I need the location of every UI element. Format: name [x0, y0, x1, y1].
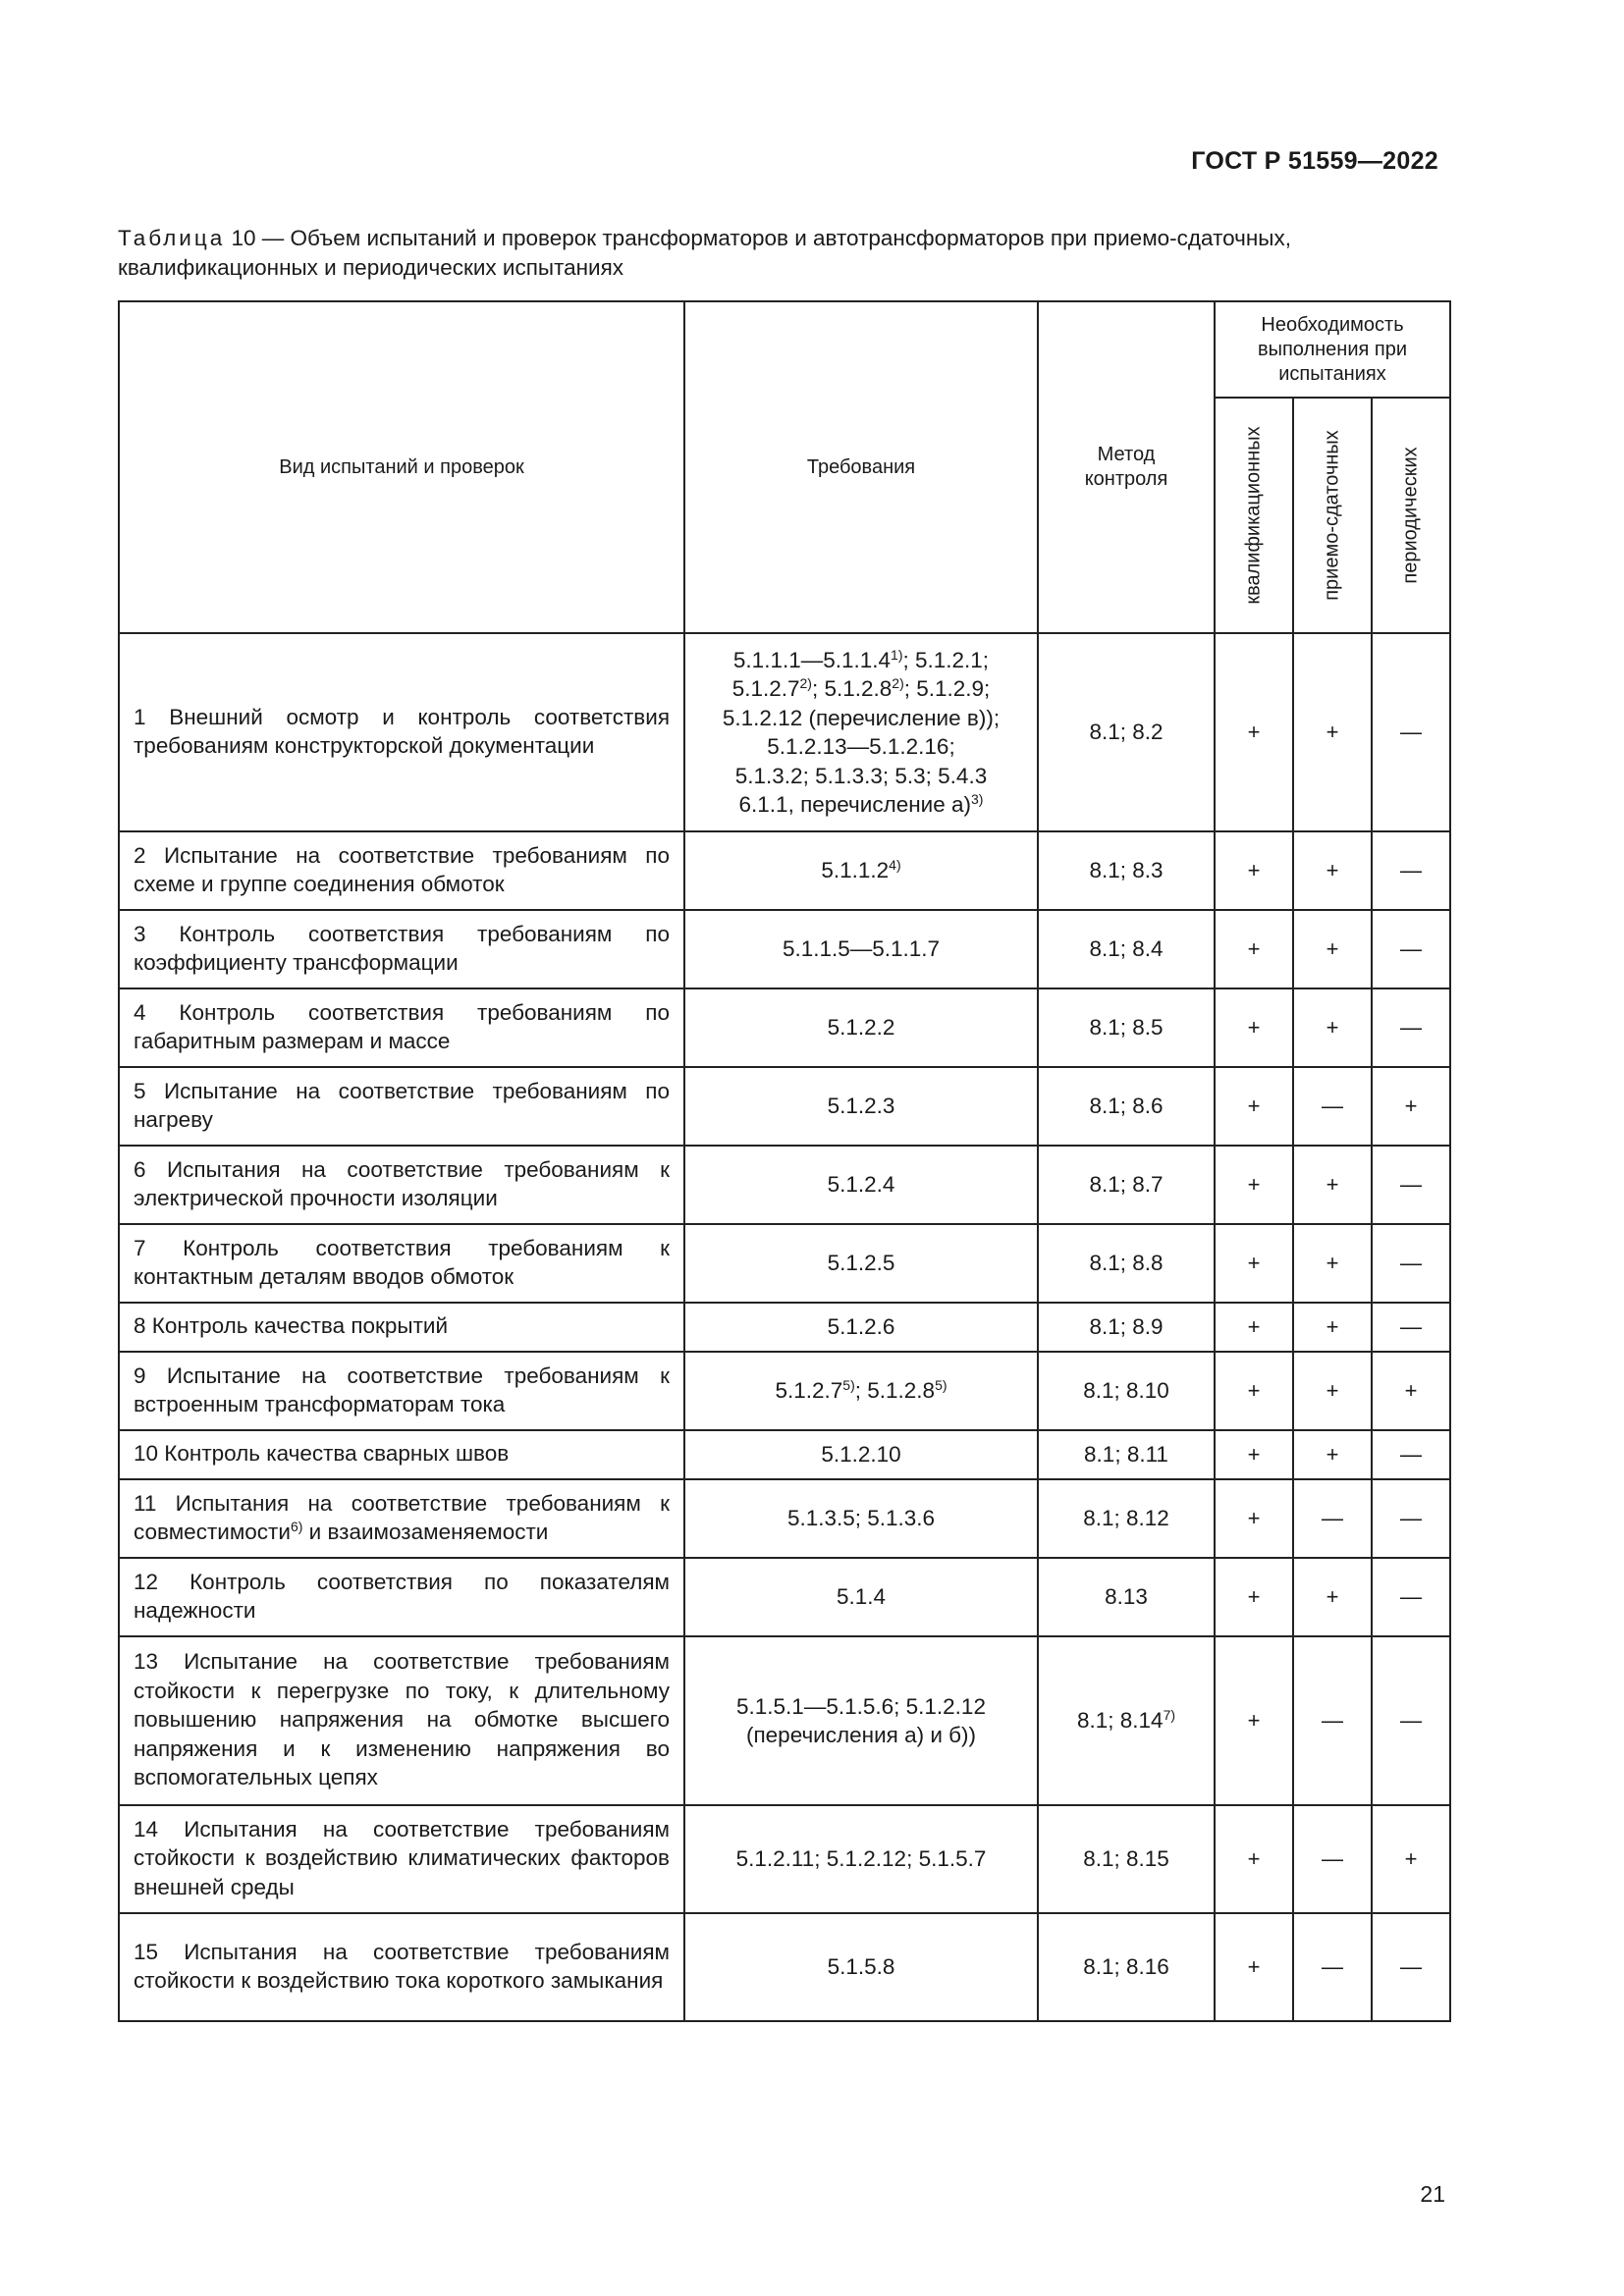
qualification-mark: +	[1215, 1303, 1293, 1352]
method-cell: 8.1; 8.3	[1038, 831, 1215, 910]
test-name-cell: 10 Контроль качества сварных швов	[119, 1430, 684, 1479]
acceptance-mark: +	[1293, 1352, 1372, 1430]
periodic-mark: —	[1372, 1636, 1450, 1805]
qualification-mark: +	[1215, 1067, 1293, 1146]
table-row	[119, 1558, 1450, 1636]
header-periodic-label: периодических	[1399, 447, 1422, 584]
qualification-mark: +	[1215, 831, 1293, 910]
method-cell: 8.13	[1038, 1558, 1215, 1636]
requirements-cell: 5.1.2.7$^{5)}$; 5.1.2.8$^{5)}$	[684, 1352, 1038, 1430]
method-cell: 8.1; 8.6	[1038, 1067, 1215, 1146]
test-name-cell: 9 Испытание на соответствие требованиям к встроенным трансформаторам тока	[119, 1352, 684, 1430]
table-caption	[118, 224, 1445, 283]
header-method	[1038, 301, 1215, 633]
acceptance-mark: +	[1293, 910, 1372, 988]
table-row	[119, 1303, 1450, 1352]
requirements-cell: 5.1.1.5—5.1.1.7	[684, 910, 1038, 988]
acceptance-mark: —	[1293, 1067, 1372, 1146]
test-name-cell: 5 Испытание на соответствие требованиям по нагреву	[119, 1067, 684, 1146]
method-cell: 8.1; 8.8	[1038, 1224, 1215, 1303]
table-row	[119, 1224, 1450, 1303]
table-row	[119, 1067, 1450, 1146]
method-cell: 8.1; 8.9	[1038, 1303, 1215, 1352]
header-necessity	[1215, 301, 1450, 398]
test-name-cell: 14 Испытания на соответствие требованиям стойкости к воздействию климатических факторов внешней среды	[119, 1805, 684, 1913]
qualification-mark: +	[1215, 1479, 1293, 1558]
acceptance-mark: +	[1293, 1146, 1372, 1224]
method-cell: 8.1; 8.10	[1038, 1352, 1215, 1430]
method-cell: 8.1; 8.4	[1038, 910, 1215, 988]
qualification-mark: +	[1215, 1430, 1293, 1479]
requirements-cell: 5.1.2.3	[684, 1067, 1038, 1146]
acceptance-mark: +	[1293, 633, 1372, 831]
requirements-cell: 5.1.2.10	[684, 1430, 1038, 1479]
periodic-mark: —	[1372, 988, 1450, 1067]
test-name-cell: 6 Испытания на соответствие требованиям к электрической прочности изоляции	[119, 1146, 684, 1224]
qualification-mark: +	[1215, 1558, 1293, 1636]
method-cell: 8.1; 8.14$^{7)}$	[1038, 1636, 1215, 1805]
periodic-mark: —	[1372, 1913, 1450, 2021]
requirements-cell: 5.1.5.1—5.1.5.6; 5.1.2.12 (перечисления а) и б))	[684, 1636, 1038, 1805]
requirements-cell: 5.1.4	[684, 1558, 1038, 1636]
periodic-mark: —	[1372, 1224, 1450, 1303]
requirements-cell: 5.1.2.2	[684, 988, 1038, 1067]
header-qualification-label: квалификационных	[1242, 426, 1265, 605]
acceptance-mark: +	[1293, 988, 1372, 1067]
acceptance-mark: —	[1293, 1479, 1372, 1558]
acceptance-mark: +	[1293, 1303, 1372, 1352]
table-row	[119, 1913, 1450, 2021]
periodic-mark: +	[1372, 1805, 1450, 1913]
requirements-cell: 5.1.2.4	[684, 1146, 1038, 1224]
table-row	[119, 1636, 1450, 1805]
table-row	[119, 1430, 1450, 1479]
table-row	[119, 633, 1450, 831]
periodic-mark: —	[1372, 1430, 1450, 1479]
method-cell: 8.1; 8.2	[1038, 633, 1215, 831]
acceptance-mark: +	[1293, 1224, 1372, 1303]
periodic-mark: +	[1372, 1067, 1450, 1146]
method-cell: 8.1; 8.16	[1038, 1913, 1215, 2021]
acceptance-mark: —	[1293, 1636, 1372, 1805]
header-necessity-label: Необходимость выполнения при испытаниях	[1257, 313, 1408, 385]
qualification-mark: +	[1215, 1913, 1293, 2021]
qualification-mark: +	[1215, 1146, 1293, 1224]
test-name-cell: 1 Внешний осмотр и контроль соответствия требованиям конструкторской документации	[119, 633, 684, 831]
method-cell: 8.1; 8.12	[1038, 1479, 1215, 1558]
requirements-cell: 5.1.2.5	[684, 1224, 1038, 1303]
table-body	[119, 633, 1450, 2021]
requirements-cell: 5.1.2.6	[684, 1303, 1038, 1352]
test-name-cell: 11 Испытания на соответствие требованиям к совместимости$^{6)}$ и взаимозаменяемости	[119, 1479, 684, 1558]
page-number: 21	[1420, 2181, 1445, 2207]
header-requirements: Требования	[684, 301, 1038, 633]
requirements-cell: 5.1.5.8	[684, 1913, 1038, 2021]
test-name-cell: 7 Контроль соответствия требованиям к контактным деталям вводов обмоток	[119, 1224, 684, 1303]
table-row	[119, 1146, 1450, 1224]
test-name-cell: 3 Контроль соответствия требованиям по коэффициенту трансформации	[119, 910, 684, 988]
qualification-mark: +	[1215, 633, 1293, 831]
acceptance-mark: +	[1293, 1430, 1372, 1479]
qualification-mark: +	[1215, 1805, 1293, 1913]
acceptance-mark: +	[1293, 1558, 1372, 1636]
test-name-cell: 12 Контроль соответствия по показателям надежности	[119, 1558, 684, 1636]
periodic-mark: —	[1372, 1146, 1450, 1224]
test-name-cell: 13 Испытание на соответствие требованиям стойкости к перегрузке по току, к длительному повышению напряжения на обмотке высшего напряжения и к изменению напряжения во вспомогательных цепях	[119, 1636, 684, 1805]
header-method-label: Метод контроля	[1084, 444, 1168, 490]
periodic-mark: +	[1372, 1352, 1450, 1430]
periodic-mark: —	[1372, 1479, 1450, 1558]
acceptance-mark: —	[1293, 1913, 1372, 2021]
header-qualification	[1215, 398, 1293, 633]
periodic-mark: —	[1372, 1303, 1450, 1352]
requirements-cell: 5.1.1.2$^{4)}$	[684, 831, 1038, 910]
test-name-cell: 15 Испытания на соответствие требованиям стойкости к воздействию тока короткого замыкания	[119, 1913, 684, 2021]
table-row	[119, 831, 1450, 910]
test-name-cell: 2 Испытание на соответствие требованиям по схеме и группе соединения обмоток	[119, 831, 684, 910]
header-acceptance	[1293, 398, 1372, 633]
qualification-mark: +	[1215, 1352, 1293, 1430]
header-acceptance-label: приемо-сдаточных	[1321, 430, 1343, 601]
requirements-cell: 5.1.3.5; 5.1.3.6	[684, 1479, 1038, 1558]
acceptance-mark: +	[1293, 831, 1372, 910]
test-name-cell: 8 Контроль качества покрытий	[119, 1303, 684, 1352]
test-name-cell: 4 Контроль соответствия требованиям по габаритным размерам и массе	[119, 988, 684, 1067]
tests-table	[118, 300, 1451, 2022]
table-row	[119, 988, 1450, 1067]
periodic-mark: —	[1372, 910, 1450, 988]
method-cell: 8.1; 8.5	[1038, 988, 1215, 1067]
header-periodic	[1372, 398, 1450, 633]
acceptance-mark: —	[1293, 1805, 1372, 1913]
header-test-type: Вид испытаний и проверок	[119, 301, 684, 633]
qualification-mark: +	[1215, 1224, 1293, 1303]
document-code: ГОСТ Р 51559—2022	[1191, 147, 1438, 175]
qualification-mark: +	[1215, 1636, 1293, 1805]
qualification-mark: +	[1215, 910, 1293, 988]
table-row	[119, 1352, 1450, 1430]
periodic-mark: —	[1372, 633, 1450, 831]
table-row	[119, 910, 1450, 988]
table-caption-text: 10 — Объем испытаний и проверок трансформаторов и автотрансформаторов при приемо-сдаточных, квалификационных и периодических испытаниях	[118, 226, 1291, 280]
periodic-mark: —	[1372, 831, 1450, 910]
periodic-mark: —	[1372, 1558, 1450, 1636]
table-row	[119, 1805, 1450, 1913]
table-caption-label: Таблица	[118, 226, 226, 250]
method-cell: 8.1; 8.11	[1038, 1430, 1215, 1479]
qualification-mark: +	[1215, 988, 1293, 1067]
requirements-cell: 5.1.1.1—5.1.1.4$^{1)}$; 5.1.2.1; 5.1.2.7$^{2)}$; 5.1.2.8$^{2)}$; 5.1.2.9; 5.1.2.12 (перечисление в)); 5.1.2.13—5.1.2.16; 5.1.3.2; 5.1.3.3; 5.3; 5.4.3 6.1.1, перечисление а)$^{3)}$	[684, 633, 1038, 831]
requirements-cell: 5.1.2.11; 5.1.2.12; 5.1.5.7	[684, 1805, 1038, 1913]
table-row	[119, 1479, 1450, 1558]
method-cell: 8.1; 8.15	[1038, 1805, 1215, 1913]
method-cell: 8.1; 8.7	[1038, 1146, 1215, 1224]
